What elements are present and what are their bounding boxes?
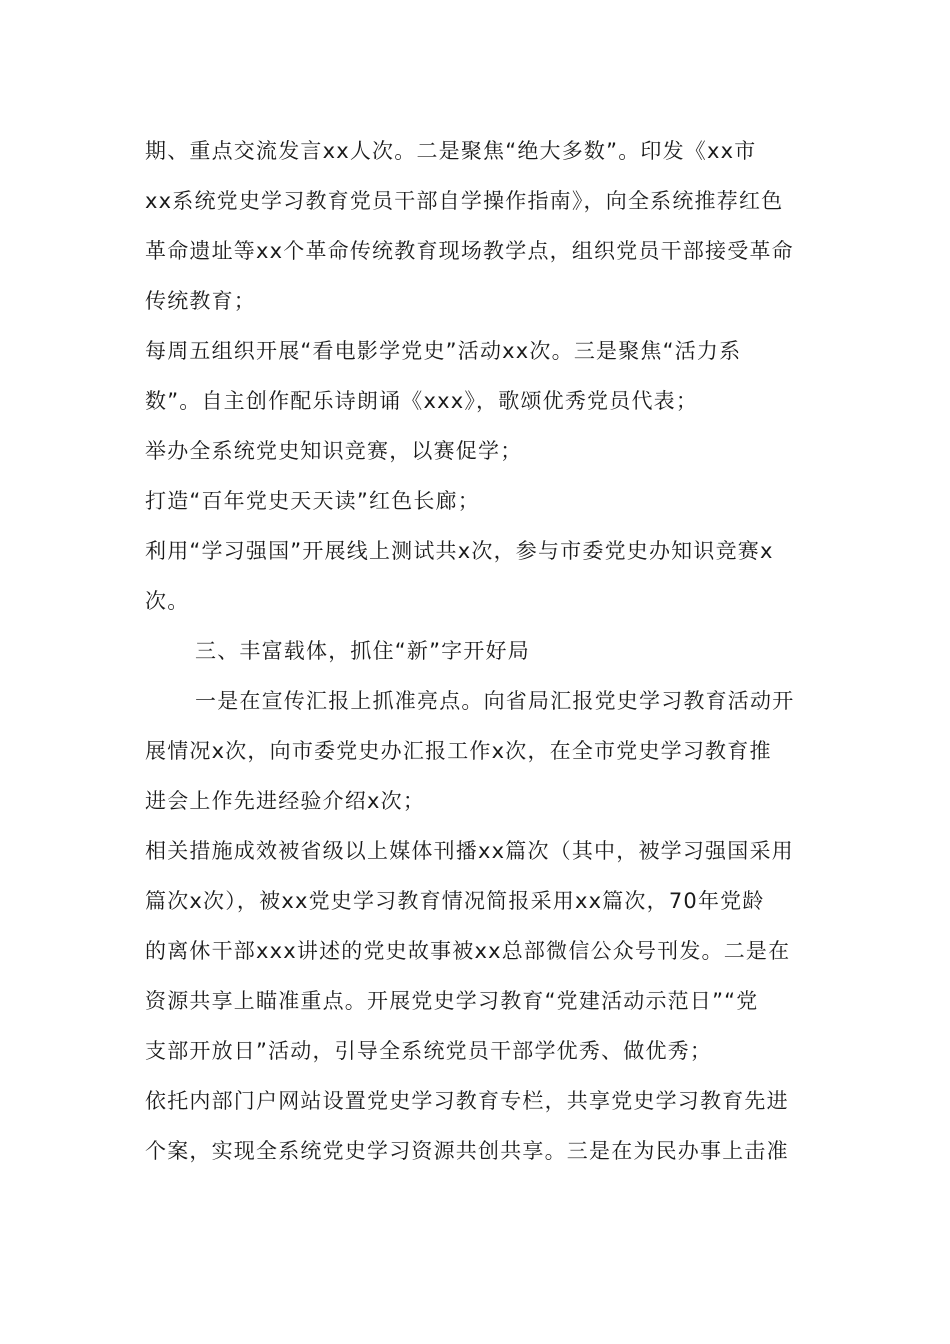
text-line: 期、重点交流发言xx人次。二是聚焦“绝大多数”。印发《xx市 (145, 139, 757, 163)
text-line: 支部开放日”活动，引导全系统党员干部学优秀、做优秀； (145, 1039, 713, 1063)
text-line: 进会上作先进经验介绍x次； (145, 789, 426, 813)
text-line: 打造“百年党史天天读”红色长廊； (145, 489, 480, 513)
text-line: 篇次x次），被xx党史学习教育情况简报采用xx篇次，70年党龄 (145, 889, 765, 913)
text-line: 革命遗址等xx个革命传统教育现场教学点，组织党员干部接受革命 (145, 239, 794, 263)
text-line: 的离休干部xxx讲述的党史故事被xx总部微信公众号刊发。二是在 (145, 939, 791, 963)
text-line: 相关措施成效被省级以上媒体刊播xx篇次（其中，被学习强国采用 (145, 839, 794, 863)
text-line: 个案，实现全系统党史学习资源共创共享。三是在为民办事上击准 (145, 1139, 789, 1163)
text-line: 展情况x次，向市委党史办汇报工作x次，在全市党史学习教育推 (145, 739, 772, 763)
text-line: 举办全系统党史知识竞赛，以赛促学； (145, 439, 523, 463)
text-line: xx系统党史学习教育党员干部自学操作指南》，向全系统推荐红色 (145, 189, 784, 213)
text-line: 利用“学习强国”开展线上测试共x次，参与市委党史办知识竞赛x (145, 539, 774, 563)
text-line: 传统教育； (145, 289, 256, 313)
text-line: 依托内部门户网站设置党史学习教育专栏，共享党史学习教育先进 (145, 1089, 789, 1113)
text-line: 每周五组织开展“看电影学党史”活动xx次。三是聚焦“活力系 (145, 339, 742, 363)
text-line: 资源共享上瞄准重点。开展党史学习教育“党建活动示范日”“党 (145, 989, 759, 1013)
text-line: 次。 (145, 589, 190, 613)
text-line: 数”。自主创作配乐诗朗诵《xxx》，歌颂优秀党员代表； (145, 389, 699, 413)
text-line: 一是在宣传汇报上抓准亮点。向省局汇报党史学习教育活动开 (195, 689, 795, 713)
section-heading: 三、丰富载体，抓住“新”字开好局 (195, 639, 530, 663)
